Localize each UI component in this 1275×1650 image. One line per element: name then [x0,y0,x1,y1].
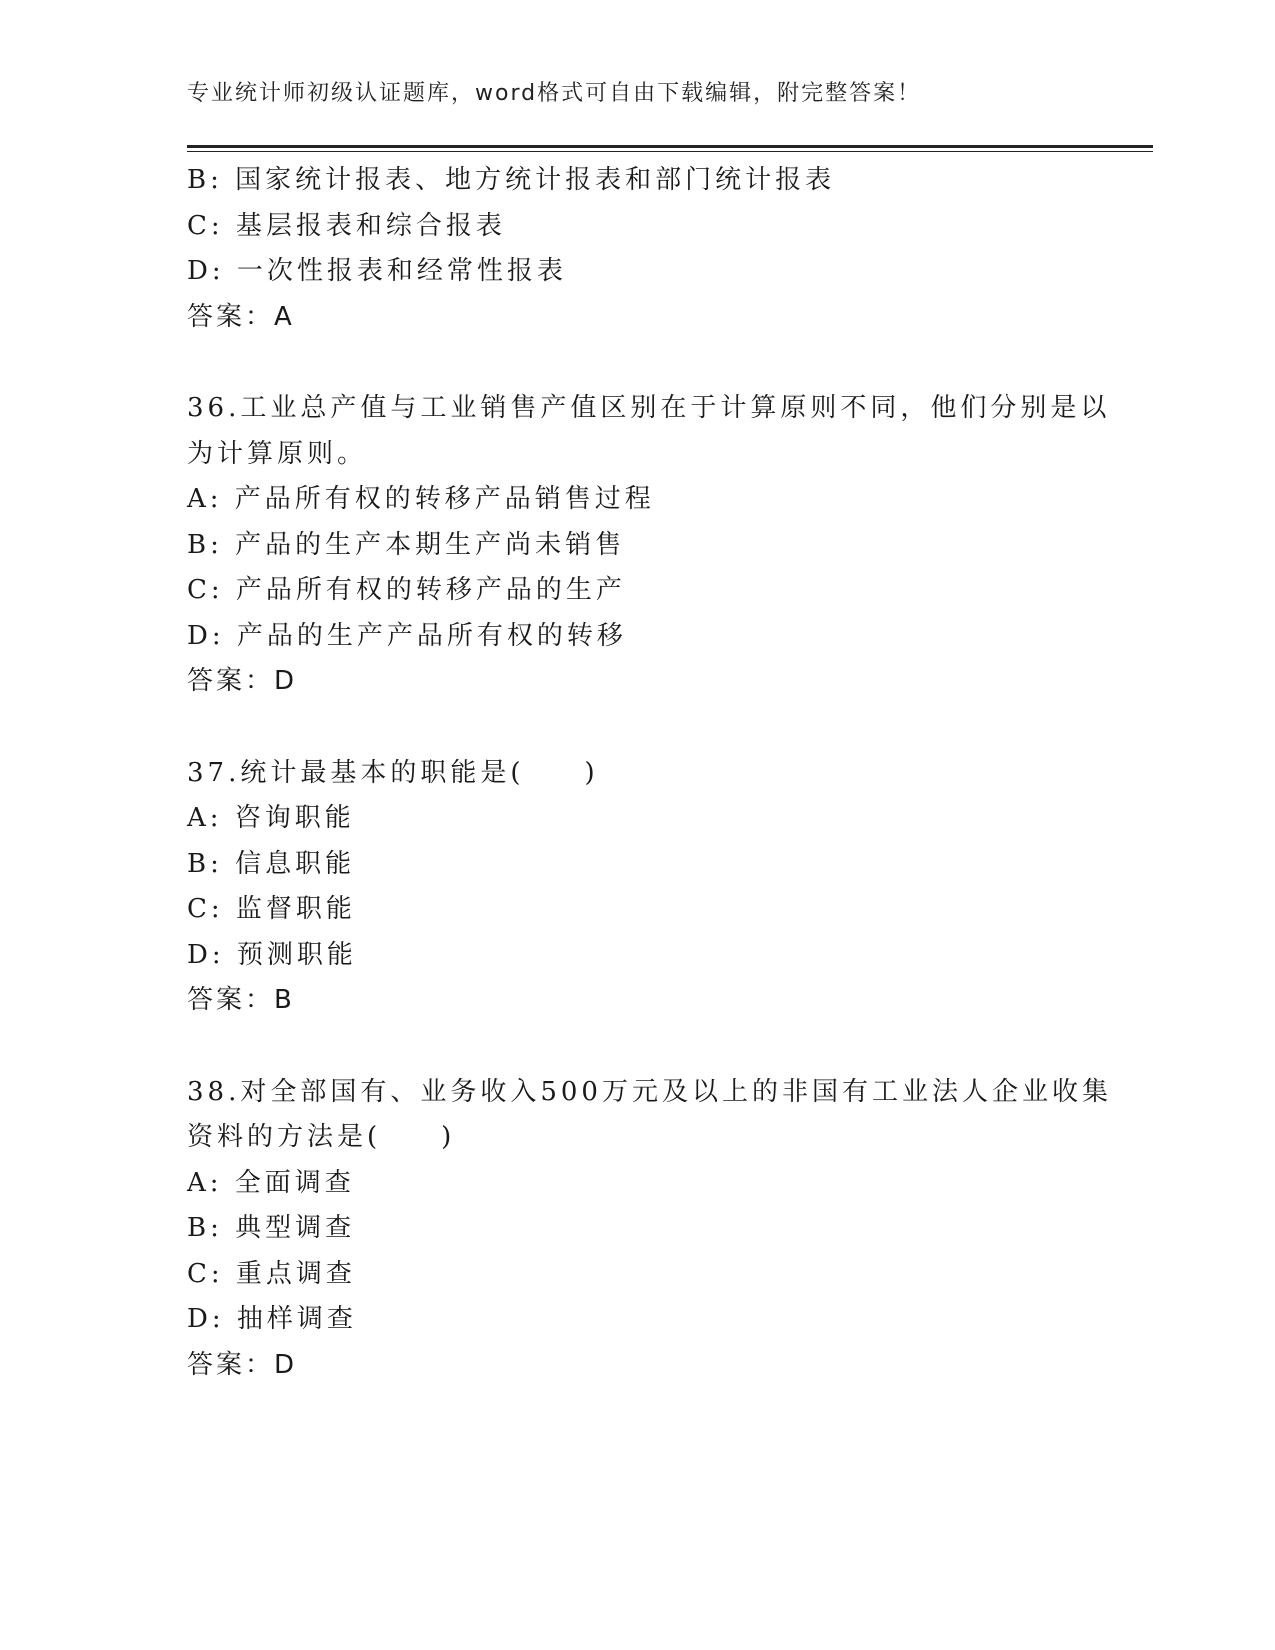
option-b: B: 信息职能 [187,848,356,879]
option-a: A: 产品所有权的转移产品销售过程 [187,484,655,514]
previous-question-tail [187,158,1087,340]
question-list [187,158,1112,1388]
answer: 答案：D [187,666,298,696]
page-header: 专业统计师初级认证题库，word格式可自由下载编辑，附完整答案！ [187,81,922,106]
question-stem: 为计算原则。 [187,438,368,469]
option-b: B: 产品的生产本期生产尚未销售 [187,529,626,560]
question-37 [187,751,1087,1024]
option-a: A: 咨询职能 [187,803,355,833]
option-b: B: 国家统计报表、地方统计报表和部门统计报表 [187,165,836,195]
option-a: A: 全面调查 [187,1167,355,1198]
option-c: C: 基层报表和综合报表 [187,210,506,241]
option-d: D: 预测职能 [187,939,357,970]
option-c: C: 产品所有权的转移产品的生产 [187,575,626,605]
answer: 答案：D [187,1349,298,1380]
option-d: D: 抽样调查 [187,1304,357,1334]
header-rule-thin [187,151,1153,152]
question-stem: 38.对全部国有、业务收入500万元及以上的非国有工业法人企业收集 [187,1076,1112,1107]
answer: 答案：A [187,301,295,332]
question-stem: 36.工业总产值与工业销售产值区别在于计算原则不同，他们分别是以 [187,393,1111,423]
question-36 [187,386,1111,705]
question-38 [187,1070,1112,1389]
question-stem: 资料的方法是( ) [187,1122,456,1152]
answer: 答案：B [187,985,295,1015]
option-b: B: 典型调查 [187,1213,356,1243]
option-d: D: 产品的生产产品所有权的转移 [187,620,627,651]
header-rule-thick [187,145,1153,148]
question-stem: 37.统计最基本的职能是( ) [187,757,599,788]
option-d: D: 一次性报表和经常性报表 [187,256,567,286]
option-c: C: 重点调查 [187,1258,356,1289]
option-c: C: 监督职能 [187,894,356,924]
